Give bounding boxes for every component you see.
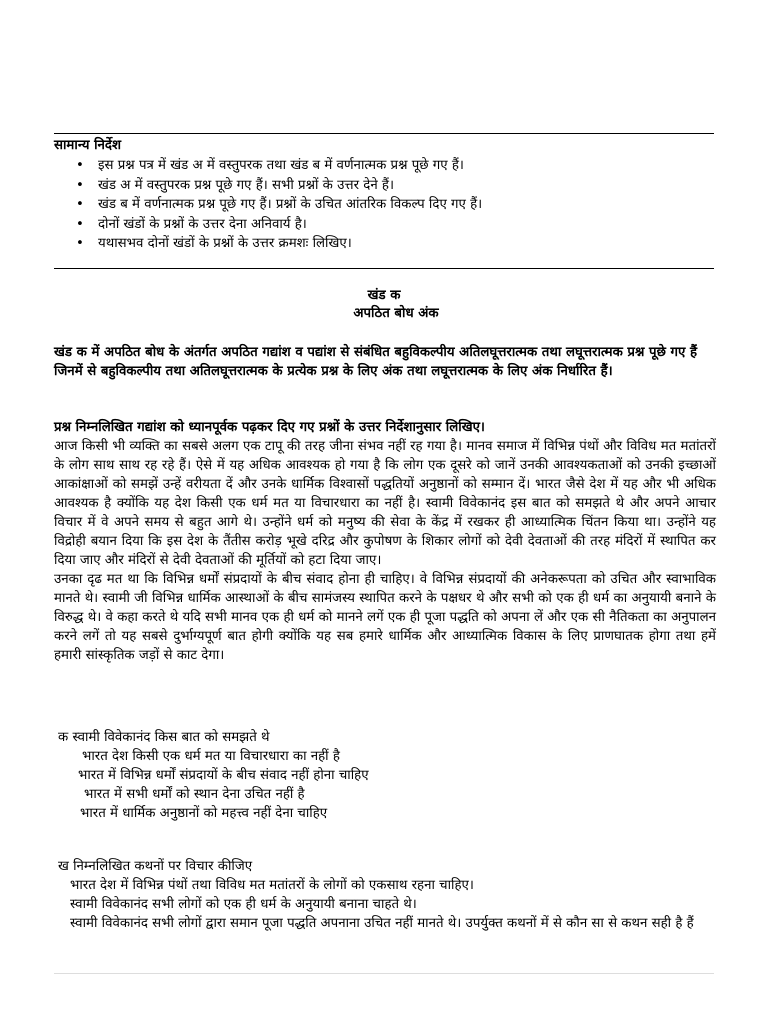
question-a-stem: क स्वामी विवेकानंद किस बात को समझते थे — [58, 730, 270, 745]
section-title: खंड क — [367, 288, 401, 303]
unseen-passage — [54, 418, 716, 665]
middle-divider — [54, 268, 714, 269]
instruction-item: • खंड ब में वर्णनात्मक प्रश्न पूछे गए हैं। प्रश्नों के उचित आंतरिक विकल्प दिए गए हैं। — [98, 195, 714, 215]
instruction-item: • यथासभव दोनों खंडों के प्रश्नों के उत्तर क्रमशः लिखिए। — [98, 234, 714, 254]
top-divider — [54, 133, 714, 134]
instructions-list — [54, 156, 714, 254]
instruction-item: • खंड अ में वस्तुपरक प्रश्न पूछे गए हैं। सभी प्रश्नों के उत्तर देने हैं। — [98, 176, 714, 196]
passage-paragraph-2: उनका दृढ मत था कि विभिन्न धर्मों संप्रदायों के बीच संवाद होना ही चाहिए। वे विभिन्न संप्रदायों की अनेकरूपता को उचित और स्वाभाविक मानते थे। स्वामी जी विभिन्न धार्मिक आस्थाओं के बीच सामंजस्य स्थापित करने के पक्षधर थे और सभी को एक ही धर्म का अनुयायी बनाने के विरुद्ध थे। वे कहा करते थे यदि सभी मानव एक ही धर्म को मानने लगें एक ही पूजा पद्धति को अपना लें और एक सी नैतिकता का अनुपालन करने लगें तो यह सबसे दुर्भाग्यपूर्ण बात होगी क्योंकि यह सब हमारे धार्मिक और आध्यात्मिक विकास के लिए प्राणघातक होगा तथा हमें हमारी सांस्कृतिक जड़ों से काट देगा। — [54, 572, 716, 663]
question-b-statement: स्वामी विवेकानंद सभी लोगों को एक ही धर्म के अनुयायी बनाना चाहते थे। — [70, 897, 417, 912]
bottom-divider — [54, 973, 714, 974]
section-description: खंड क में अपठित बोध के अंतर्गत अपठित गद्यांश व पद्यांश से संबंधित बहुविकल्पीय अतिलघूत्तरात्मक तथा लघूत्तरात्मक प्रश्न पूछे गए हैं जिनमें से बहुविकल्पीय तथा अतिलघूत्तरात्मक के प्रत्येक प्रश्न के लिए अंक तथा लघूत्तरात्मक के लिए अंक निर्धारित हैं। — [54, 345, 698, 379]
instruction-item: • दोनों खंडों के प्रश्नों के उत्तर देना अनिवार्य है। — [98, 215, 714, 235]
instructions-heading: सामान्य निर्देश — [54, 138, 122, 153]
instruction-item: • इस प्रश्न पत्र में खंड अ में वस्तुपरक तथा खंड ब में वर्णनात्मक प्रश्न पूछे गए हैं। — [98, 156, 714, 176]
question-b-stem: ख निम्नलिखित कथनों पर विचार कीजिए — [58, 859, 253, 874]
question-a-option: भारत देश किसी एक धर्म मत या विचारधारा का नहीं है — [82, 749, 340, 764]
question-b — [54, 857, 714, 933]
question-b-statement: भारत देश में विभिन्न पंथों तथा विविध मत मतांतरों के लोगों को एकसाथ रहना चाहिए। — [70, 878, 474, 893]
question-a-option: भारत में सभी धर्मों को स्थान देना उचित नहीं है — [84, 787, 305, 802]
general-instructions — [54, 136, 714, 254]
question-a-option: भारत में धार्मिक अनुष्ठानों को महत्त्व नहीं देना चाहिए — [80, 806, 328, 821]
question-b-statement-text: स्वामी विवेकानंद सभी लोगों द्वारा समान पूजा पद्धति अपनाना उचित नहीं मानते थे। उपर्युक्त कथनों में से कौन सा से कथन सही है हैं — [70, 916, 694, 931]
question-b-statement — [54, 914, 714, 933]
section-heading — [54, 287, 714, 323]
passage-paragraph-1: आज किसी भी व्यक्ति का सबसे अलग एक टापू की तरह जीना संभव नहीं रह गया है। मानव समाज में विभिन्न पंथों और विविध मत मतांतरों के लोग साथ साथ रह रहे हैं। ऐसे में यह अधिक आवश्यक हो गया है कि लोग एक दूसरे को जानें उनकी आवश्यकताओं को उनकी इच्छाओं आकांक्षाओं को समझें उन्हें वरीयता दें और उनके धार्मिक विश्वासों पद्धतियों अनुष्ठानों को सम्मान दें। भारत जैसे देश में यह और भी अधिक आवश्यक है क्योंकि यह देश किसी एक धर्म मत या विचारधारा का नहीं है। स्वामी विवेकानंद इस बात को समझते थे और अपने आचार विचार में वे अपने समय से बहुत आगे थे। उन्होंने धर्म को मनुष्य की सेवा के केंद्र में रखकर ही आध्यात्मिक चिंतन किया था। उन्होंने यह विद्रोही बयान दिया कि इस देश के तैंतीस करोड़ भूखे दरिद्र और कुपोषण के शिकार लोगों को देवी देवताओं की तरह मंदिरों में स्थापित कर दिया जाए और मंदिरों से देवी देवताओं की मूर्तियों को हटा दिया जाए। — [54, 439, 716, 568]
section-subtitle: अपठित बोध अंक — [353, 306, 439, 321]
question-a-option: भारत में विभिन्न धर्मों संप्रदायों के बीच संवाद नहीं होना चाहिए — [78, 768, 369, 783]
question-a — [54, 728, 714, 823]
passage-instruction: प्रश्न निम्नलिखित गद्यांश को ध्यानपूर्वक पढ़कर दिए गए प्रश्नों के उत्तर निर्देशानुसार लिखिए। — [54, 420, 485, 435]
